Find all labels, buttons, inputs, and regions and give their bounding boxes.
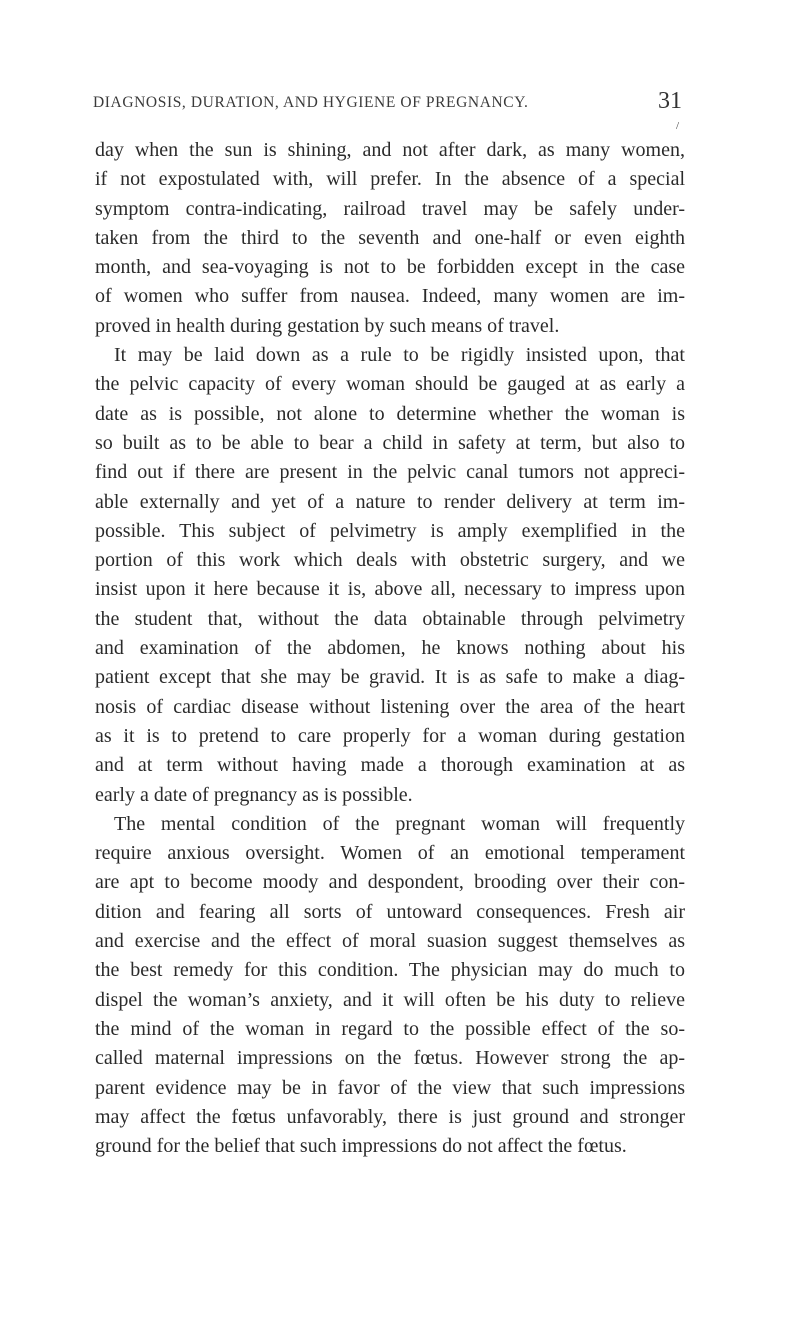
text-line: insist upon it here because it is, above all, necessary to impress upon	[95, 578, 685, 601]
text-line: taken from the third to the seventh and one-half or even eighth	[95, 226, 685, 249]
text-line: and at term without having made a thorough examination at as	[95, 754, 685, 777]
text-line: proved in health during gestation by such means of travel.	[95, 314, 560, 337]
text-line: month, and sea-voyaging is not to be forbidden except in the case	[95, 256, 685, 279]
paragraph-start-line: It may be laid down as a rule to be rigidly insisted upon, that	[114, 344, 685, 367]
text-line: the pelvic capacity of every woman should be gauged at as early a	[95, 373, 685, 396]
text-line: and examination of the abdomen, he knows nothing about his	[95, 637, 685, 660]
text-line: of women who suffer from nausea. Indeed, many women are im-	[95, 285, 685, 308]
text-line: if not expostulated with, will prefer. In the absence of a special	[95, 168, 685, 191]
text-line: called maternal impressions on the fœtus. However strong the ap-	[95, 1047, 685, 1070]
text-line: as it is to pretend to care properly for a woman during gestation	[95, 724, 685, 747]
page-number: 31	[658, 88, 682, 114]
text-line: and exercise and the effect of moral suasion suggest themselves as	[95, 930, 685, 953]
paragraph-start-line: The mental condition of the pregnant woman will frequently	[114, 812, 685, 835]
text-line: symptom contra-indicating, railroad travel may be safely under-	[95, 197, 685, 220]
body-text	[95, 136, 685, 1161]
text-line: so built as to be able to bear a child in safety at term, but also to	[95, 431, 685, 454]
text-line: find out if there are present in the pelvic canal tumors not appreci-	[95, 461, 685, 484]
text-line: ground for the belief that such impressions do not affect the fœtus.	[95, 1135, 627, 1158]
text-line: dition and fearing all sorts of untoward consequences. Fresh air	[95, 900, 685, 923]
text-line: may affect the fœtus unfavorably, there is just ground and stronger	[95, 1105, 685, 1128]
text-line: the best remedy for this condition. The physician may do much to	[95, 959, 685, 982]
running-head	[0, 88, 800, 118]
stray-ink-mark: /	[676, 120, 680, 132]
text-line: the mind of the woman in regard to the possible effect of the so-	[95, 1017, 685, 1040]
text-line: dispel the woman’s anxiety, and it will often be his duty to relieve	[95, 988, 685, 1011]
text-line: day when the sun is shining, and not after dark, as many women,	[95, 139, 685, 161]
text-line: nosis of cardiac disease without listening over the area of the heart	[95, 695, 685, 718]
text-line: early a date of pregnancy as is possible.	[95, 783, 413, 806]
running-title: DIAGNOSIS, DURATION, AND HYGIENE OF PREGNANCY.	[93, 94, 529, 111]
text-line: are apt to become moody and despondent, brooding over their con-	[95, 871, 685, 894]
text-line: patient except that she may be gravid. It is as safe to make a diag-	[95, 666, 685, 689]
text-line: require anxious oversight. Women of an emotional temperament	[95, 842, 685, 865]
text-line: able externally and yet of a nature to render delivery at term im-	[95, 490, 685, 513]
text-line: the student that, without the data obtainable through pelvimetry	[95, 607, 685, 630]
text-line: portion of this work which deals with obstetric surgery, and we	[95, 549, 685, 572]
text-line: parent evidence may be in favor of the view that such impressions	[95, 1076, 685, 1099]
text-line: possible. This subject of pelvimetry is amply exemplified in the	[95, 519, 685, 542]
text-line: date as is possible, not alone to determine whether the woman is	[95, 402, 685, 425]
